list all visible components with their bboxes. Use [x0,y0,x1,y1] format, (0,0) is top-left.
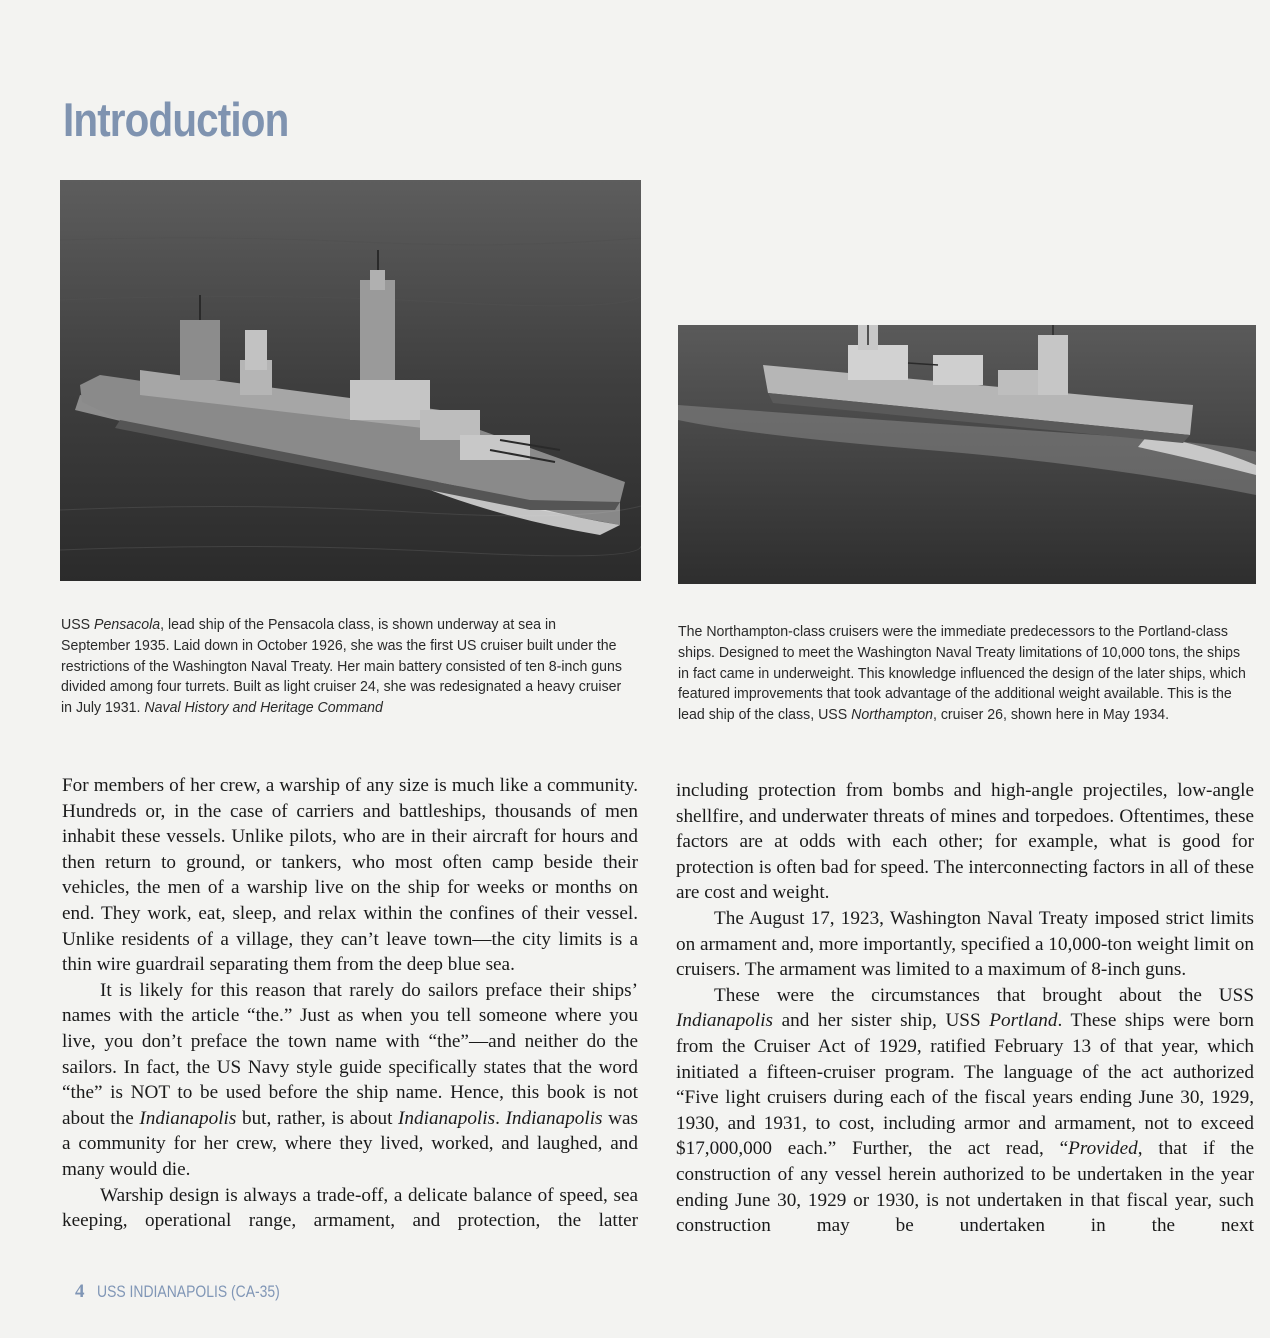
body-paragraph: The August 17, 1923, Washington Naval Treaty imposed strict limits on armament and, more importantly, specified a 10,000-ton weight limit on cruisers. The armament was limited to a maximum of 8-inch guns. [676,907,1254,981]
photo-caption-northampton: The Northampton-class cruisers were the immediate predecessors to the Portland-class ships. Designed to meet the Washington Naval Treaty limitations of 10,000 tons, the ships in fact came in underweight. This knowledge influenced the design of the later ships, which featured improvements that took advantage of the additional weight available. This is the lead ship of the class, USS Northampton, cruiser 26, shown here in May 1934. [678,624,1246,724]
photo-northampton [678,325,1256,584]
body-column-left [62,773,638,1234]
northampton-photo-image [678,325,1256,584]
pensacola-photo-image [60,180,641,581]
photo-pensacola [60,180,641,581]
body-paragraph: It is likely for this reason that rarely do sailors preface their ships’ names with the article “the.” Just as when you tell someone where you live, you don’t preface the town name with “the”—and neither do the sailors. In fact, the US Navy style guide specifically states that the word “the” is NOT to be used before the ship name. Hence, this book is not about the Indianapolis but, rather, is about Indianapolis. Indianapolis was a community for her crew, where they lived, worked, and laughed, and many would die. [62,979,638,1180]
photo-caption-pensacola: USS Pensacola, lead ship of the Pensacola class, is shown underway at sea in September 1935. Laid down in October 1926, she was the first US cruiser built under the restrictions of the Washington Naval Treaty. Her main battery consisted of ten 8-inch guns divided among four turrets. Built as light cruiser 24, she was redesignated a heavy cruiser in July 1931. Naval History and Heritage Command [61,617,623,717]
body-paragraph: For members of her crew, a warship of any size is much like a community. Hundreds or, in the case of carriers and battleships, thousands of men inhabit these vessels. Unlike pilots, who are in their aircraft for hours and then return to ground, or tankers, who most often camp beside their vehicles, the men of a warship live on the ship for weeks or months on end. They work, eat, sleep, and relax within the confines of their vessel. Unlike residents of a village, they can’t leave town—the city limits is a thin wire guardrail separating them from the deep blue sea. [62,775,638,976]
body-paragraph: Warship design is always a trade-off, a delicate balance of speed, sea keeping, operational range, armament, and protection, the latter [62,1184,638,1232]
body-paragraph: These were the circumstances that brought about the USS Indianapolis and her sister ship, USS Portland. These ships were born from the Cruiser Act of 1929, ratified February 13 of that year, which initiated a fifteen-cruiser program. The language of the act authorized “Five light cruisers during each of the fiscal years ending June 30, 1929, 1930, and 1931, to cost, including armor and armament, not to exceed $17,000,000 each.” Further, the act read, “Provided, that if the construction of any vessel herein authorized to be undertaken in the year ending June 30, 1929 or 1930, is not undertaken in that fiscal year, such construction may be undertaken in the next [676,984,1255,1237]
body-paragraph: including protection from bombs and high-angle projectiles, low-angle shellfire, and underwater threats of mines and torpedoes. Oftentimes, these factors are at odds with each other; for example, what is good for protection is often bad for speed. The interconnecting factors in all of these are cost and weight. [676,780,1254,904]
body-column-right [676,778,1254,1239]
running-title: USS INDIANAPOLIS (CA-35) [96,1282,280,1301]
page-number: 4 [75,1281,85,1302]
page-footer [75,1281,319,1303]
page-title: Introduction [63,93,289,146]
